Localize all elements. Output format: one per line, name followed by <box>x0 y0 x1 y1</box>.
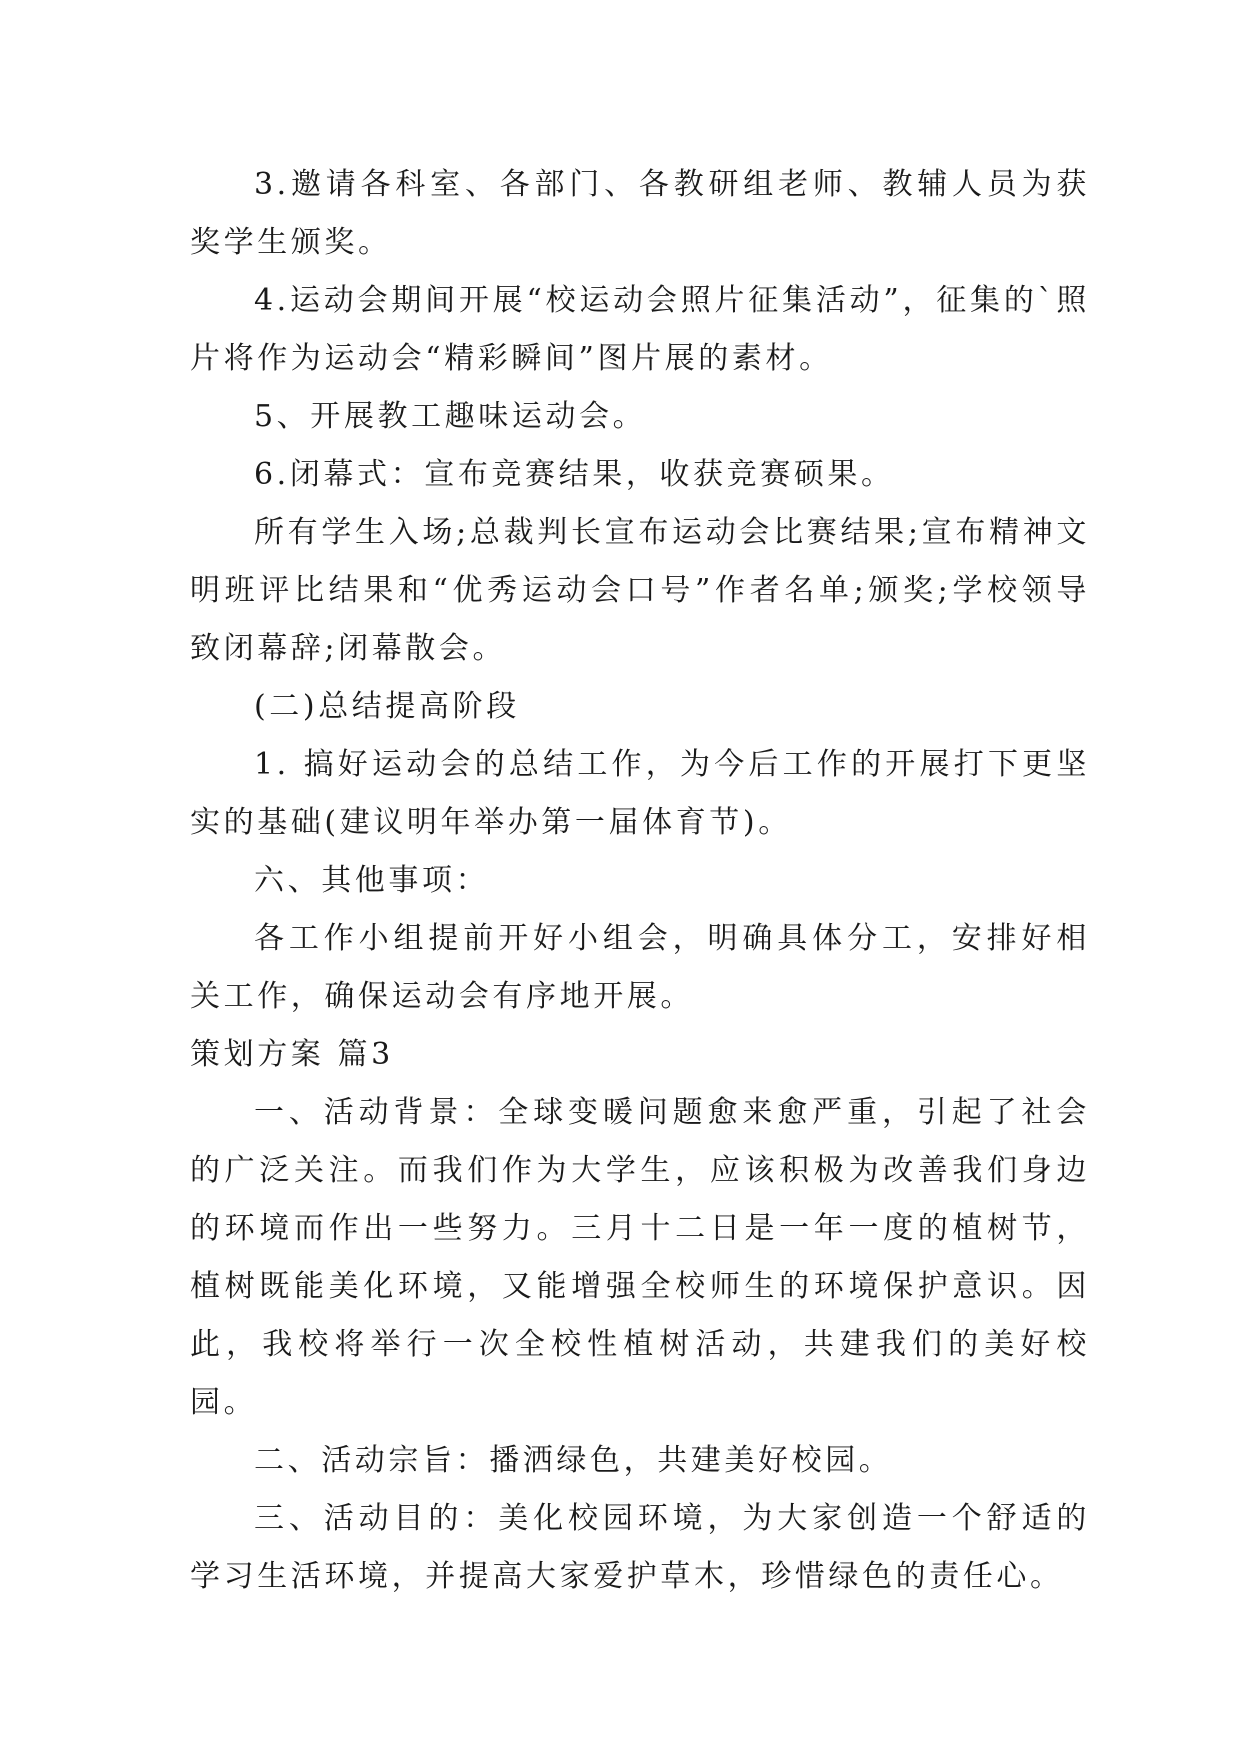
paragraph-award-ceremony: 3.邀请各科室、各部门、各教研组老师、教辅人员为获奖学生颁奖。 <box>190 167 1090 260</box>
paragraph-staff-games: 5、开展教工趣味运动会。 <box>254 399 647 434</box>
paragraph-background: 一、活动背景：全球变暖问题愈来愈严重，引起了社会的广泛关注。而我们作为大学生，应该积极为改善我们身边的环境而作出一些努力。三月十二日是一年一度的植树节，植树既能美化环境，又能增强全校师生的环境保护意识。因此，我校将举行一次全校性植树活动，共建我们的美好校园。 <box>190 1095 1090 1420</box>
paragraph-photo-contest: 4.运动会期间开展“校运动会照片征集活动”，征集的`照片将作为运动会“精彩瞬间”图片展的素材。 <box>190 283 1090 376</box>
paragraph-closing-ceremony: 6.闭幕式：宣布竞赛结果，收获竞赛硕果。 <box>254 457 895 492</box>
paragraph-other-matters: 六、其他事项： <box>254 863 490 898</box>
paragraph-summary-stage: (二)总结提高阶段 <box>254 689 520 724</box>
document-page <box>190 156 1090 1606</box>
paragraph-purpose: 二、活动宗旨：播洒绿色，共建美好校园。 <box>254 1443 893 1478</box>
section-heading: 策划方案 篇3 <box>190 1037 394 1072</box>
paragraph-goal: 三、活动目的：美化校园环境，为大家创造一个舒适的学习生活环境，并提高大家爱护草木，珍惜绿色的责任心。 <box>190 1501 1090 1594</box>
paragraph-summary-work: 1. 搞好运动会的总结工作，为今后工作的开展打下更坚实的基础(建议明年举办第一届体育节)。 <box>190 747 1090 840</box>
paragraph-working-groups: 各工作小组提前开好小组会，明确具体分工，安排好相关工作，确保运动会有序地开展。 <box>190 921 1090 1014</box>
paragraph-closing-details: 所有学生入场;总裁判长宣布运动会比赛结果;宣布精神文明班评比结果和“优秀运动会口号”作者名单;颁奖;学校领导致闭幕辞;闭幕散会。 <box>190 515 1090 666</box>
